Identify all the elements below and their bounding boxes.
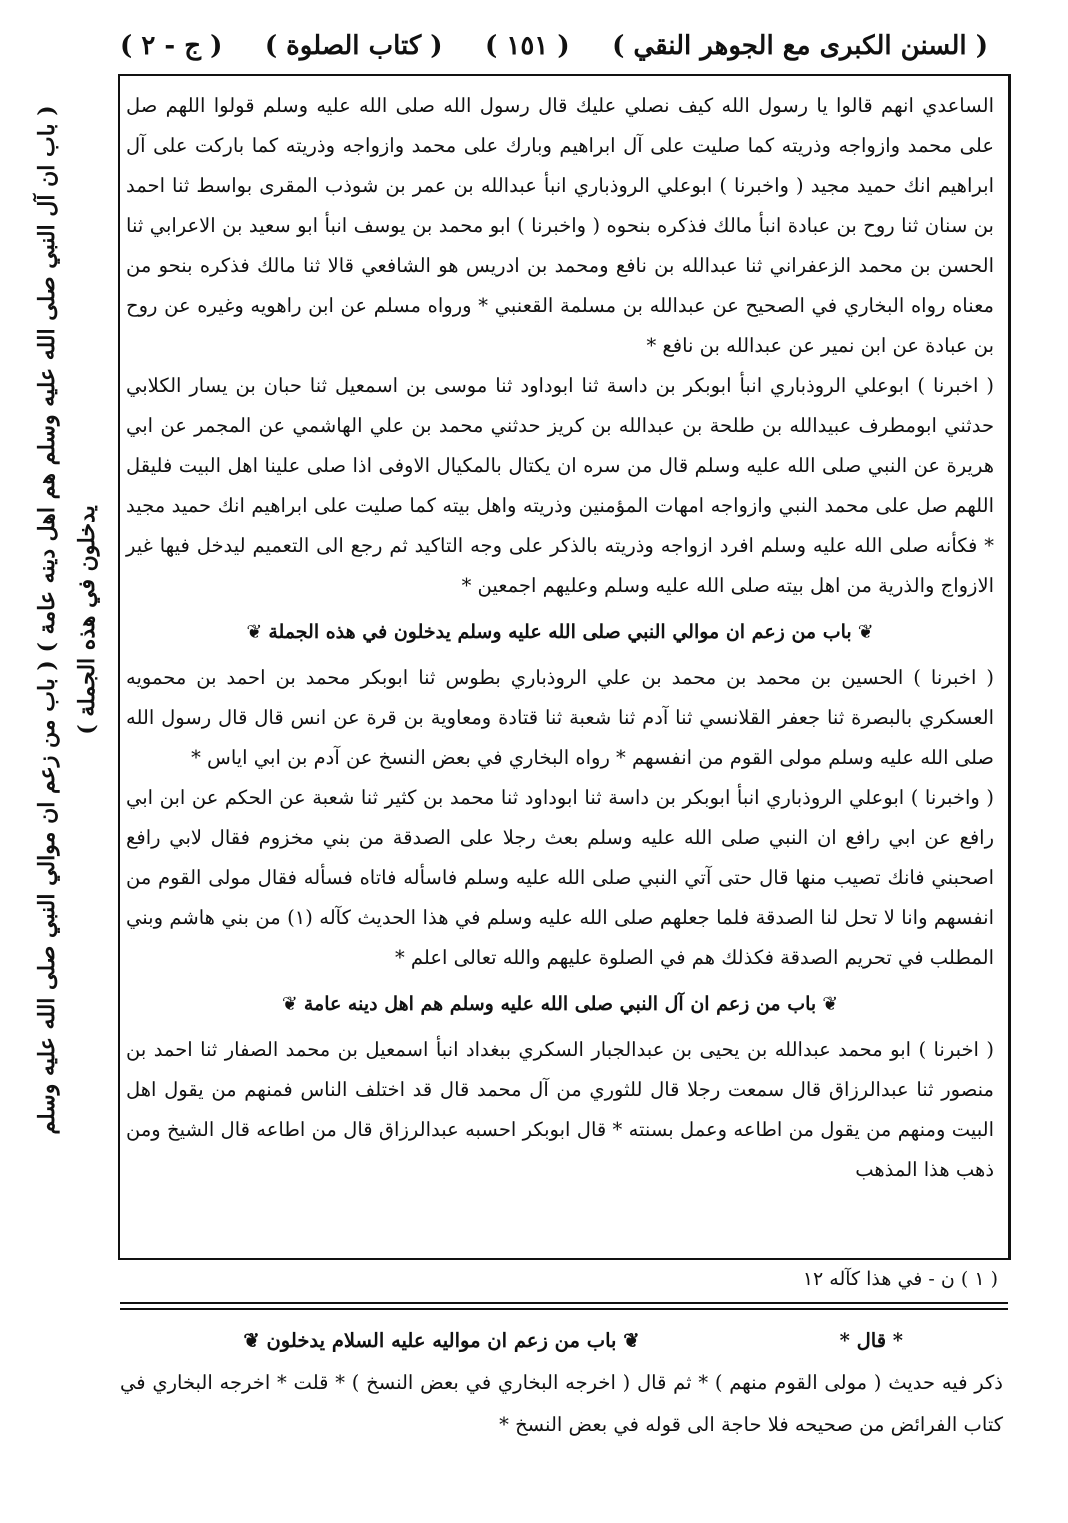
commentary-text: ذكر فيه حديث ( مولى القوم منهم ) * ثم قال ( اخرجه البخاري في بعض النسخ ) * قلت * اخرجه البخاري في كتاب الفرائض من صحيحه فلا حاجة الى قوله في بعض النسخ * bbox=[120, 1371, 1003, 1436]
paragraph: ( اخبرنا ) ابو محمد عبدالله بن يحيى بن عبدالجبار السكري ببغداد انبأ اسمعيل بن محمد الصفار ثنا احمد بن منصور ثنا عبدالرزاق قال سمعت رجلا قال للثوري من آل محمد قال قد اختلف الناس فمنهم من يقول اهل البيت ومنهم من يقول من اطاعه وعمل بسنته * قال ابوبكر احسبه عبدالرزاق قال من اطاعه قال الشيخ ومن ذهب هذا المذهب bbox=[126, 1038, 994, 1181]
paragraph: ( اخبرنا ) الحسين بن محمد بن محمد بن علي الروذباري بطوس ثنا ابوبكر محمد بن احمد بن محمويه العسكري بالبصرة ثنا جعفر القلانسي ثنا آدم ثنا شعبة ثنا قتادة ومعاوية بن قرة عن انس قال قال رسول الله صلى الله عليه وسلم مولى القوم من انفسهم * رواه البخاري في بعض النسخ عن آدم بن ابي اياس * bbox=[126, 666, 994, 769]
chapter-book-title: ( كتاب الصلوة ) bbox=[264, 31, 443, 61]
margin-heading bbox=[22, 90, 112, 1150]
divider-line bbox=[120, 1302, 1008, 1304]
page-number: ( ١٥١ ) bbox=[485, 31, 570, 61]
footnote: ( ١ ) ن - في هذا كآله ١٢ bbox=[802, 1268, 998, 1290]
paragraph: ( اخبرنا ) ابوعلي الروذباري انبأ ابوبكر بن داسة ثنا ابوداود ثنا موسى بن اسمعيل ثنا حبان بن يسار الكلابي حدثني ابومطرف عبيدالله بن طلحة بن عبدالله بن كريز حدثني محمد بن علي الهاشمي عن المجمر عن ابي هريرة عن النبي صلى الله عليه وسلم قال من سره ان يكتال بالمكيال الاوفى اذا صلى علينا اهل البيت فليقل اللهم صل على محمد النبي وازواجه امهات المؤمنين وذريته واهل بيته كما صليت على ابراهيم انك حميد مجيد * فكأنه صلى الله عليه وسلم افرد ازواجه وذريته بالذكر على وجه التاكيد ثم رجع الى التعميم ليدخل فيها غير الازواج والذرية من اهل بيته صلى الله عليه وسلم وعليهم اجمعين * bbox=[126, 374, 994, 597]
main-text-frame bbox=[118, 74, 1011, 1260]
chapter-heading: ❦ باب من زعم ان آل النبي صلى الله عليه وسلم هم اهل دينه عامة ❦ bbox=[126, 984, 994, 1024]
paragraph: ( واخبرنا ) ابوعلي الروذباري انبأ ابوبكر بن داسة ثنا ابوداود ثنا محمد بن كثير ثنا شعبة عن الحكم عن ابن ابي رافع عن ابي رافع ان النبي صلى الله عليه وسلم بعث رجلا على الصدقة من بني مخزوم فقال لابي رافع اصحبني فانك تصيب منها قال حتى آتي النبي صلى الله عليه وسلم فاسأله فاتاه فسأله فقال مولى القوم من انفسهم وانا لا تحل لنا الصدقة فلما جعلهم صلى الله عليه وسلم في هذا الحديث كآله (١) من بني هاشم وبني المطلب في تحريم الصدقة فكذلك هم في الصلوة عليهم والله تعالى اعلم * bbox=[126, 786, 994, 969]
chapter-heading: ❦ باب من زعم ان موالي النبي صلى الله عليه وسلم يدخلون في هذه الجملة ❦ bbox=[126, 612, 994, 652]
commentary-heading-row bbox=[120, 1320, 1003, 1362]
commentary-section bbox=[120, 1320, 1003, 1510]
commentary-heading: ❦ باب من زعم ان مواليه عليه السلام يدخلون ❦ bbox=[243, 1329, 640, 1352]
book-title: ( السنن الكبرى مع الجوهر النقي ) bbox=[612, 31, 988, 61]
page-header bbox=[120, 18, 988, 74]
main-text bbox=[126, 86, 994, 1250]
volume-number: ( ج - ٢ ) bbox=[120, 31, 223, 61]
divider-line bbox=[120, 1308, 1008, 1310]
paragraph: الساعدي انهم قالوا يا رسول الله كيف نصلي عليك قال رسول الله صلى الله عليه وسلم قولوا اللهم صل على محمد وازواجه وذريته كما صليت على آل ابراهيم وبارك على محمد وازواجه وذريته كما باركت على آل ابراهيم انك حميد مجيد ( واخبرنا ) ابوعلي الروذباري انبأ عبدالله بن عمر بن شوذب المقرى بواسط ثنا احمد بن سنان ثنا روح بن عبادة انبأ مالك فذكره بنحوه ( واخبرنا ) ابو محمد بن يوسف انبأ ابو سعيد بن الاعرابي ثنا الحسن بن محمد الزعفراني ثنا عبدالله بن نافع ومحمد بن ادريس هو الشافعي قالا ثنا مالك فذكره بنحو من معناه رواه البخاري في الصحيح عن عبدالله بن مسلمة القعنبي * ورواه مسلم عن ابن راهويه وغيره عن روح بن عبادة عن ابن نمير عن عبدالله بن نافع * bbox=[126, 94, 994, 357]
commentary-qala: * قال * bbox=[839, 1329, 903, 1352]
margin-heading-text: ( باب ان آل النبي صلى الله عليه وسلم هم اهل دينه عامة ) ( باب من زعم ان موالي النبي صلى الله عليه وسلم يدخلون في هذه الجملة ) bbox=[34, 105, 100, 1135]
